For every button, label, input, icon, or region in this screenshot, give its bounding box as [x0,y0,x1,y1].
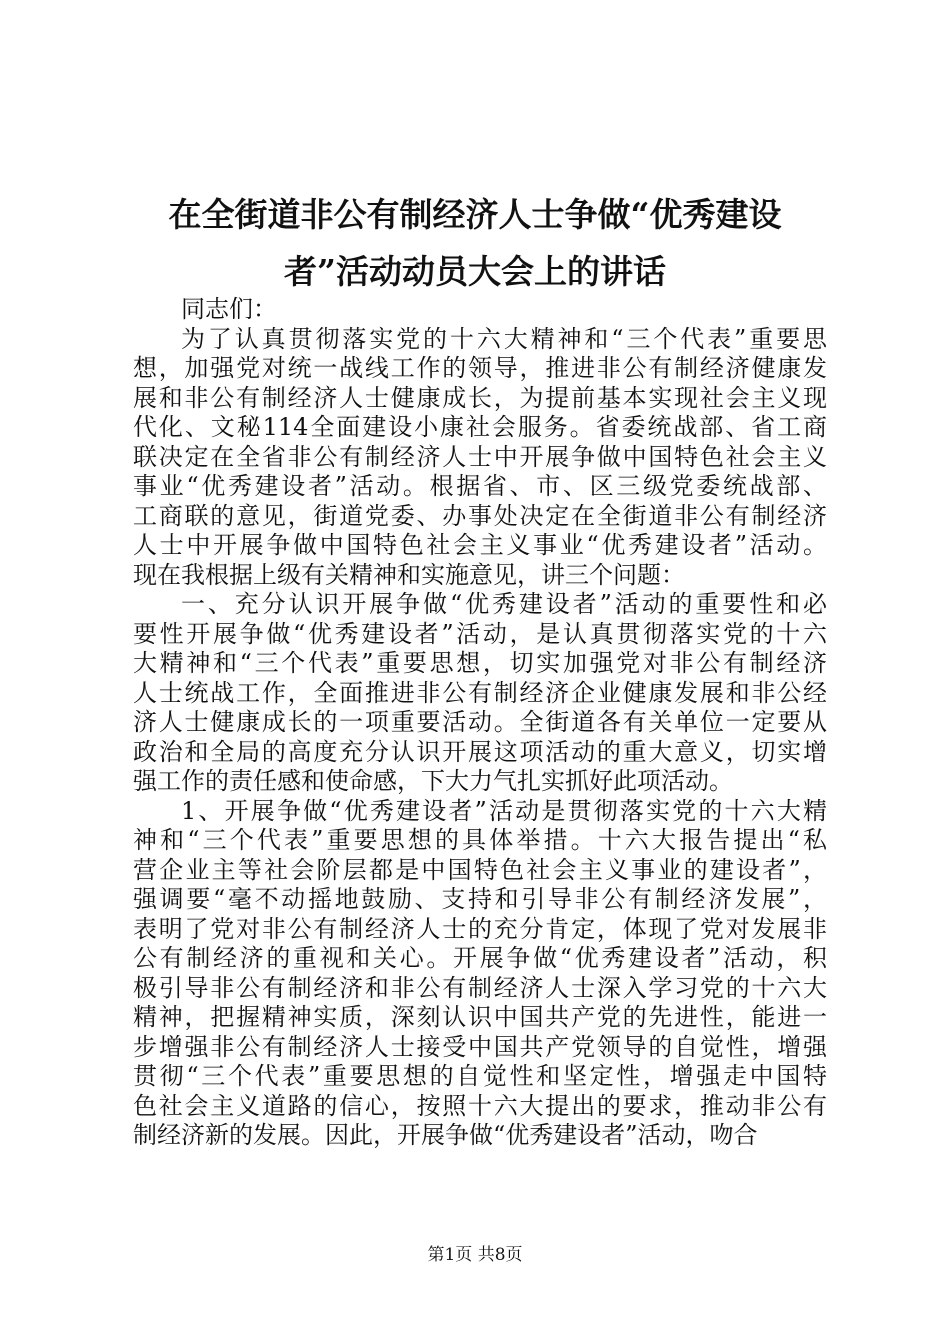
paragraph-line: 为了认真贯彻落实党的十六大精神和“三个代表”重要思 [181,324,827,353]
paragraph-line: 精神，把握精神实质，深刻认识中国共产党的先进性，能进一 [133,1003,827,1031]
paragraph-line: 政治和全局的高度充分认识开展这项活动的重大意义，切实增 [133,737,827,766]
paragraph-line: 联决定在全省非公有制经济人士中开展争做中国特色社会主义 [133,442,827,471]
paragraph-line: 现在我根据上级有关精神和实施意见，讲三个问题： [133,560,685,589]
paragraph-line: 步增强非公有制经济人士接受中国共产党领导的自觉性，增强 [133,1032,827,1061]
paragraph-line: 工商联的意见，街道党委、办事处决定在全街道非公有制经济 [133,501,827,530]
paragraph-line: 同志们： [181,295,277,323]
paragraph [133,325,827,591]
title-line-2: 者”活动动员大会上的讲话 [284,252,666,291]
document-body [133,295,827,1151]
paragraph-line: 贯彻“三个代表”重要思想的自觉性和坚定性，增强走中国特 [133,1062,827,1090]
paragraph [133,590,827,797]
paragraph-line: 要性开展争做“优秀建设者”活动，是认真贯彻落实党的十六 [133,619,827,648]
paragraph-line: 表明了党对非公有制经济人士的充分肯定，体现了党对发展非 [133,914,827,943]
paragraph [133,797,827,1151]
paragraph-line: 展和非公有制经济人士健康成长，为提前基本实现社会主义现 [133,383,827,412]
paragraph-line: 营企业主等社会阶层都是中国特色社会主义事业的建设者”， [133,855,827,884]
paragraph-line: 人士中开展争做中国特色社会主义事业“优秀建设者”活动。 [133,531,827,559]
paragraph-line: 强调要“毫不动摇地鼓励、支持和引导非公有制经济发展”， [133,885,827,913]
paragraph-line: 一、充分认识开展争做“优秀建设者”活动的重要性和必 [181,590,827,618]
paragraph-line: 济人士健康成长的一项重要活动。全街道各有关单位一定要从 [133,708,827,736]
paragraph-line: 人士统战工作，全面推进非公有制经济企业健康发展和非公经 [133,678,827,707]
page-footer: 第1页 共8页 [427,1245,523,1265]
document-title [120,186,830,300]
paragraph [133,295,827,325]
paragraph-line: 强工作的责任感和使命感，下大力气扎实抓好此项活动。 [133,767,733,795]
paragraph-line: 大精神和“三个代表”重要思想，切实加强党对非公有制经济 [133,649,827,677]
title-line-1: 在全街道非公有制经济人士争做“优秀建设 [168,195,782,234]
paragraph-line: 极引导非公有制经济和非公有制经济人士深入学习党的十六大 [133,973,827,1002]
paragraph-line: 色社会主义道路的信心，按照十六大提出的要求，推动非公有 [133,1091,827,1120]
paragraph-line: 事业“优秀建设者”活动。根据省、市、区三级党委统战部、 [133,472,827,500]
paragraph-line: 公有制经济的重视和关心。开展争做“优秀建设者”活动，积 [133,944,827,972]
paragraph-line: 代化、文秘114全面建设小康社会服务。省委统战部、省工商 [133,413,827,441]
paragraph-line: 制经济新的发展。因此，开展争做“优秀建设者”活动，吻合 [133,1121,758,1149]
paragraph-line: 想，加强党对统一战线工作的领导，推进非公有制经济健康发 [133,354,827,382]
paragraph-line: 1、开展争做“优秀建设者”活动是贯彻落实党的十六大精 [181,796,827,825]
paragraph-line: 神和“三个代表”重要思想的具体举措。十六大报告提出“私 [133,826,827,854]
